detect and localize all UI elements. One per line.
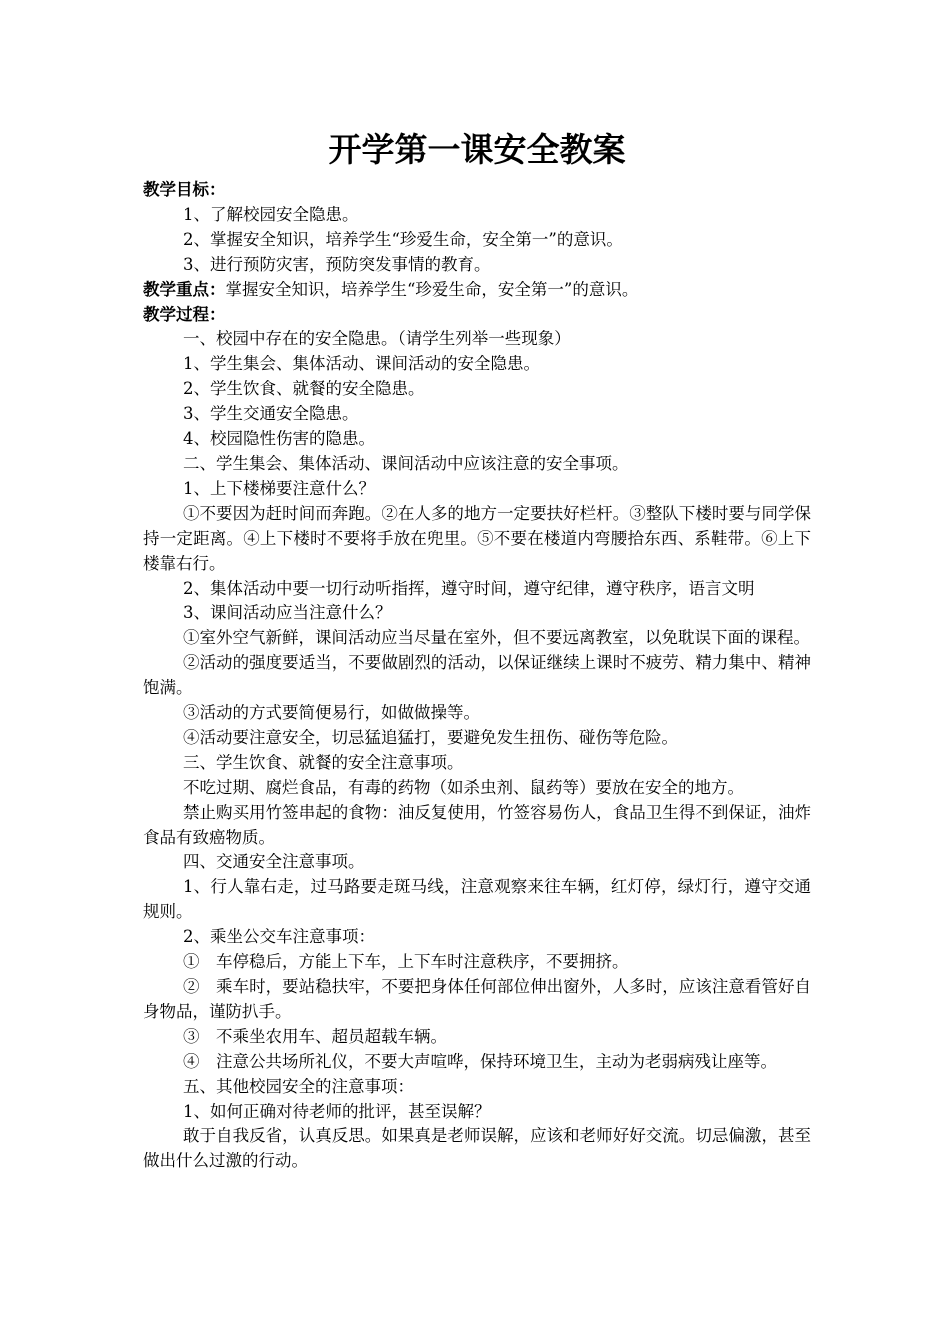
paragraph: 禁止购买用竹签串起的食物：油反复使用，竹签容易伤人，食品卫生得不到保证，油炸食品有致癌物质。 — [143, 802, 811, 847]
paragraph: ①不要因为赶时间而奔跑。②在人多的地方一定要扶好栏杆。③整队下楼时要与同学保持一定距离。④上下楼时不要将手放在兜里。⑤不要在楼道内弯腰拾东西、系鞋带。⑥上下楼靠右行。 — [143, 503, 811, 573]
paragraph: 1、上下楼梯要注意什么？ — [183, 478, 375, 498]
focus-line — [143, 278, 811, 303]
paragraph: ④活动要注意安全，切忌猛追猛打，要避免发生扭伤、碰伤等危险。 — [183, 727, 678, 747]
paragraph: 1、如何正确对待老师的批评，甚至误解？ — [183, 1101, 491, 1121]
paragraph: 敢于自我反省，认真反思。如果真是老师误解，应该和老师好好交流。切忌偏激，甚至做出什么过激的行动。 — [143, 1126, 811, 1171]
paragraph: 1、学生集会、集体活动、课间活动的安全隐患。 — [183, 354, 540, 374]
focus-text: 掌握安全知识，培养学生“珍爱生命，安全第一”的意识。 — [225, 279, 639, 299]
section-heading: 一、校园中存在的安全隐患。（请学生列举一些现象） — [183, 329, 571, 349]
paragraph: 3、课间活动应当注意什么？ — [183, 603, 392, 623]
paragraph: ② 乘车时，要站稳扶牢，不要把身体任何部位伸出窗外，人多时，应该注意看管好自身物品，谨防扒手。 — [143, 977, 811, 1021]
goal-heading: 教学目标： — [143, 180, 226, 199]
paragraph: 2、乘坐公交车注意事项： — [183, 927, 375, 947]
paragraph: 2、集体活动中要一切行动听指挥，遵守时间，遵守纪律，遵守秩序，语言文明 — [183, 578, 755, 598]
paragraph: ④ 注意公共场所礼仪，不要大声喧哗，保持环境卫生，主动为老弱病残让座等。 — [183, 1051, 777, 1071]
paragraph: ②活动的强度要适当，不要做剧烈的活动，以保证继续上课时不疲劳、精力集中、精神饱满。 — [143, 653, 811, 698]
paragraph: 不吃过期、腐烂食品，有毒的药物（如杀虫剂、鼠药等）要放在安全的地方。 — [183, 777, 744, 797]
goal-item: 1、了解校园安全隐患。 — [183, 204, 359, 224]
goal-item: 3、进行预防灾害，预防突发事情的教育。 — [183, 254, 491, 274]
paragraph: 1、行人靠右走，过马路要走斑马线，注意观察来往车辆，红灯停，绿灯行，遵守交通规则。 — [143, 877, 811, 922]
section-heading: 五、其他校园安全的注意事项： — [183, 1076, 414, 1096]
paragraph: ③ 不乘坐农用车、超员超载车辆。 — [183, 1026, 447, 1046]
section-heading: 二、学生集会、集体活动、课间活动中应该注意的安全事项。 — [183, 453, 629, 473]
paragraph: ①室外空气新鲜，课间活动应当尽量在室外，但不要远离教室，以免耽误下面的课程。 — [183, 628, 810, 648]
section-heading: 四、交通安全注意事项。 — [183, 852, 365, 872]
goal-item: 2、掌握安全知识，培养学生“珍爱生命，安全第一”的意识。 — [183, 229, 623, 249]
process-heading: 教学过程： — [143, 304, 226, 324]
paragraph: ① 车停稳后，方能上下车，上下车时注意秩序，不要拥挤。 — [183, 952, 629, 972]
paragraph: 4、校园隐性伤害的隐患。 — [183, 429, 375, 449]
document-page — [143, 122, 811, 1174]
paragraph: 2、学生饮食、就餐的安全隐患。 — [183, 379, 425, 399]
section-heading: 三、学生饮食、就餐的安全注意事项。 — [183, 752, 464, 772]
paragraph: 3、学生交通安全隐患。 — [183, 404, 359, 424]
paragraph: ③活动的方式要简便易行，如做做操等。 — [183, 703, 480, 723]
focus-label: 教学重点： — [143, 279, 226, 299]
document-title: 开学第一课安全教案 — [328, 130, 626, 169]
